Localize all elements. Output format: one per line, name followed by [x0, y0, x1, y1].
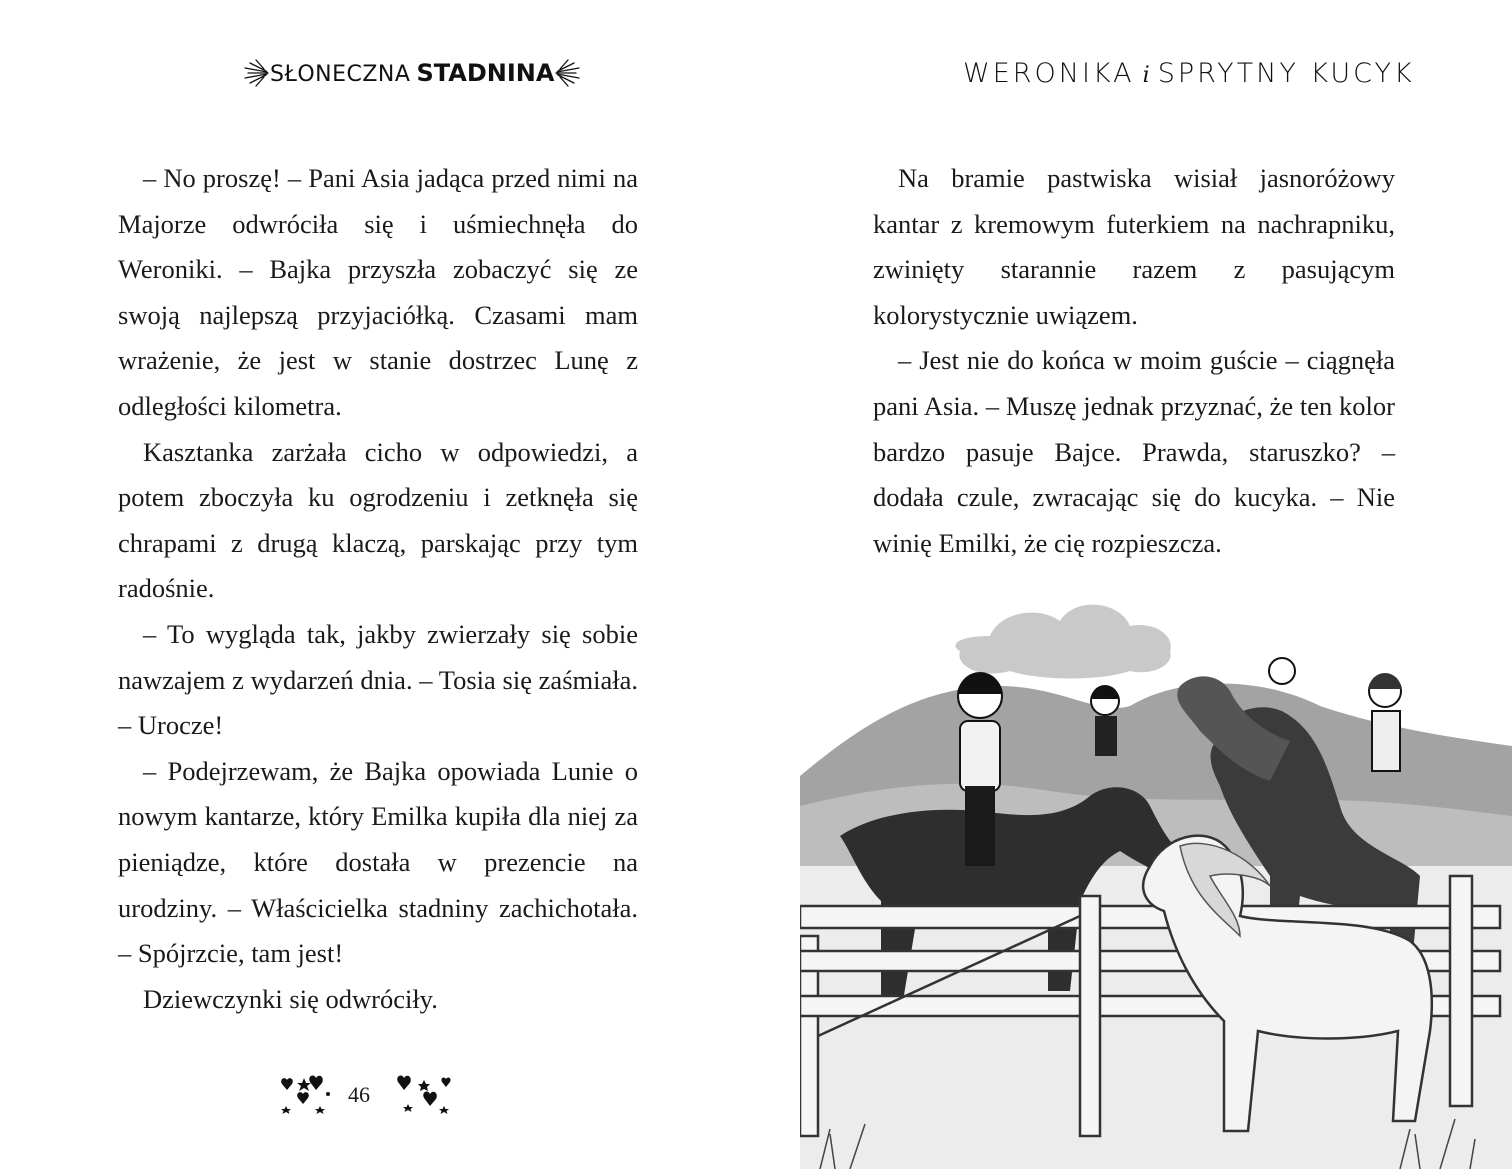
- paragraph: – To wygląda tak, jakby zwierzały się sobie nawzajem z wydarzeń dnia. – Tosia się zaśmiała. – Urocze!: [118, 618, 638, 741]
- paragraph: Kasztanka zarżała cicho w odpowiedzi, a potem zboczyła ku ogrodzeniu i zetknęła się chrapami z drugą klaczą, parskając przy tym radośnie.: [118, 436, 638, 604]
- running-head-title: [963, 58, 1415, 89]
- horses-illustration-icon: [800, 576, 1512, 1169]
- book-title: [963, 58, 1415, 89]
- right-body-text: [873, 156, 1395, 566]
- book-title-conjunction: i: [1142, 63, 1150, 88]
- paragraph: – Jest nie do końca w moim guście – ciągnęła pani Asia. – Muszę jednak przyznać, że ten kolor bardzo pasuje Bajce. Prawda, staruszko? – dodała czule, zwracając się do kucyka. – Nie winię Emilki, że cię rozpieszcza.: [873, 345, 1395, 558]
- page-number-block: [276, 1072, 456, 1122]
- paragraph: Dziewczynki się odwróciły.: [143, 983, 438, 1014]
- page-number: 46: [348, 1082, 370, 1107]
- series-title-bold: STADNINA: [416, 59, 555, 87]
- sparkle-icon: [554, 58, 580, 88]
- series-title-light: SŁONECZNA: [270, 62, 411, 87]
- paragraph: – No proszę! – Pani Asia jadąca przed nimi na Majorze odwróciła się i uśmiechnęła do Weroniki. – Bajka przyszła zobaczyć się ze swoją najlepszą przyjaciółką. Czasami mam wrażenie, że jest w stanie dostrzec Lunę z odległości kilometra.: [118, 163, 638, 421]
- paragraph: – Podejrzewam, że Bajka opowiada Lunie o nowym kantarze, który Emilka kupiła dla niej za pieniądze, które dostała w prezencie na urodziny. – Właścicielka stadniny zachichotała. – Spójrzcie, tam jest!: [118, 755, 638, 969]
- sparkle-icon: [244, 58, 270, 88]
- paragraph: Na bramie pastwiska wisiał jasnoróżowy kantar z kremowym futerkiem na nachrapniku, zwinięty starannie razem z pasującym kolorystycznie uwiązem.: [873, 163, 1395, 330]
- left-body-text: [118, 156, 638, 1022]
- running-head-series: [244, 58, 580, 88]
- series-title: [270, 59, 554, 87]
- book-title-part: WERONIKA: [963, 58, 1135, 89]
- book-title-part: SPRYTNY KUCYK: [1157, 58, 1415, 89]
- hearts-stars-icon: [394, 1072, 456, 1120]
- right-page: [756, 0, 1512, 1169]
- hearts-stars-icon: [276, 1072, 338, 1120]
